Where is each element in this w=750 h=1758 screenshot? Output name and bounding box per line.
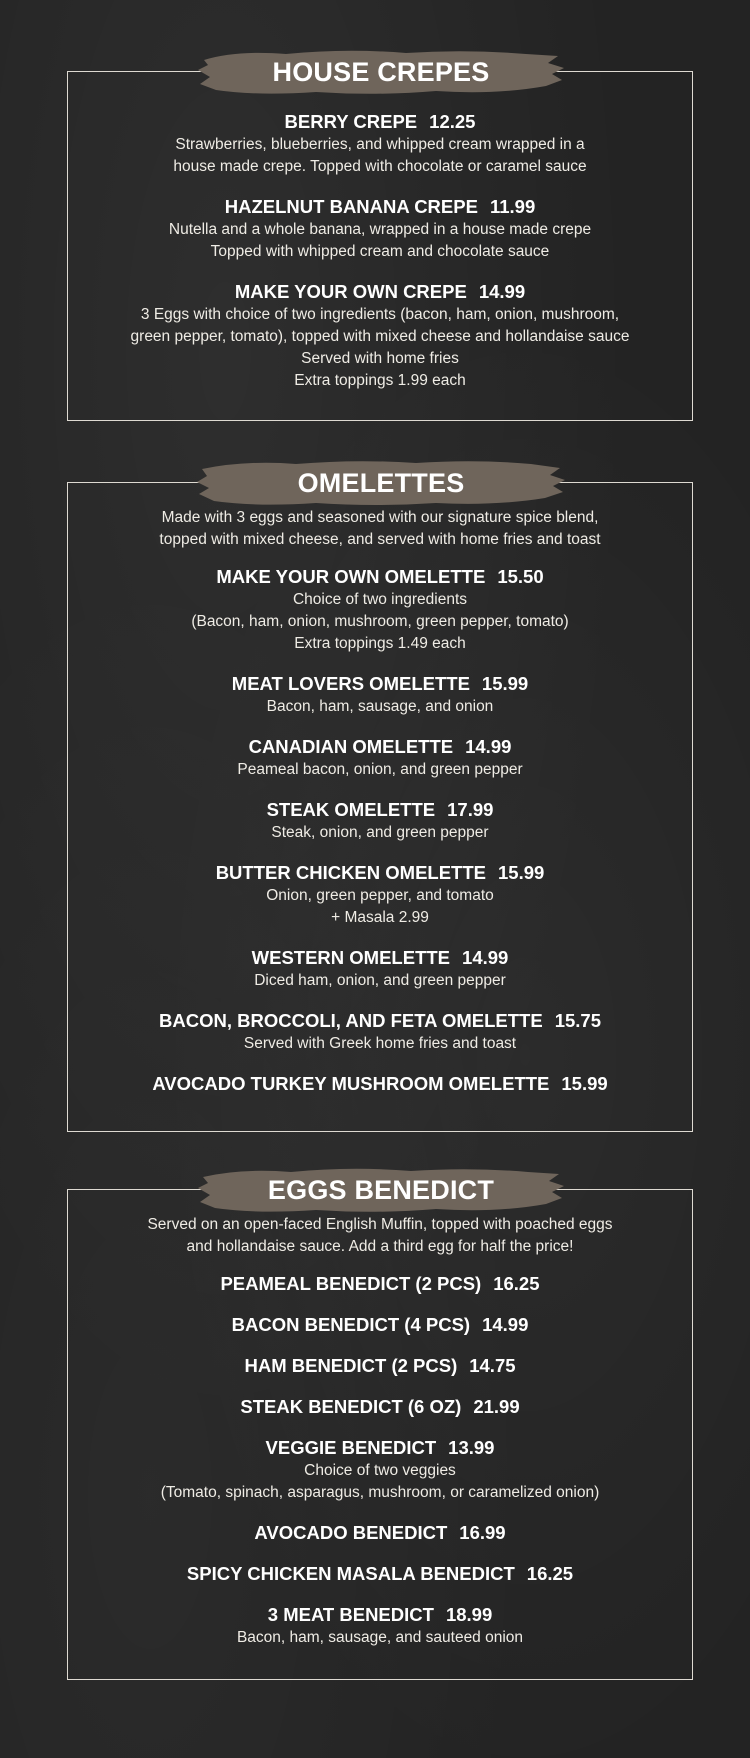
menu-item <box>68 1072 692 1096</box>
items-list <box>68 110 692 392</box>
menu-item-name: BACON BENEDICT (4 PCS) <box>231 1314 471 1335</box>
menu-item <box>68 1395 692 1419</box>
menu-item-description: Strawberries, blueberries, and whipped cream wrapped in a <box>175 136 585 153</box>
menu-item-description: Peameal bacon, onion, and green pepper <box>237 761 523 778</box>
menu-item <box>68 946 692 992</box>
section-intro <box>68 1214 692 1258</box>
menu-item-price: 14.99 <box>482 1314 529 1335</box>
menu-item-description: Steak, onion, and green pepper <box>271 824 489 841</box>
menu-item-description: Bacon, ham, sausage, and sauteed onion <box>236 1629 524 1646</box>
menu-item-title <box>68 861 692 885</box>
menu-item-price: 11.99 <box>489 196 536 217</box>
menu-item <box>68 798 692 844</box>
section-banner <box>196 457 566 509</box>
menu-item-name: HAZELNUT BANANA CREPE <box>224 196 478 217</box>
menu-item <box>68 110 692 178</box>
menu-item-price: 16.99 <box>459 1522 506 1543</box>
menu-item <box>68 280 692 392</box>
menu-item-description: (Bacon, ham, onion, mushroom, green pepper, tomato) <box>191 613 569 630</box>
menu-item-name: VEGGIE BENEDICT <box>265 1437 437 1458</box>
menu-item-name: MAKE YOUR OWN OMELETTE <box>216 566 486 587</box>
menu-item-name: BUTTER CHICKEN OMELETTE <box>215 862 486 883</box>
menu-item <box>68 1009 692 1055</box>
menu-item-description: Onion, green pepper, and tomato <box>266 887 494 904</box>
menu-item-title <box>68 280 692 304</box>
menu-item <box>68 861 692 929</box>
menu-item-name: HAM BENEDICT (2 PCS) <box>244 1355 458 1376</box>
menu-item-title <box>68 1354 692 1378</box>
menu-item-title <box>68 195 692 219</box>
menu-item-price: 13.99 <box>448 1437 495 1458</box>
menu-item-name: STEAK OMELETTE <box>266 799 436 820</box>
items-list <box>68 1272 692 1649</box>
section-title: OMELETTES <box>297 467 465 498</box>
menu-item-description: Diced ham, onion, and green pepper <box>254 972 506 989</box>
menu-item-price: 16.25 <box>526 1563 574 1584</box>
menu-item-price: 15.99 <box>561 1073 608 1094</box>
intro-line: Served on an open-faced English Muffin, topped with poached eggs <box>147 1216 613 1233</box>
menu-item-price: 21.99 <box>473 1396 520 1417</box>
menu-item <box>68 1603 692 1649</box>
menu-item-description: Choice of two veggies <box>304 1462 456 1479</box>
menu-item-title <box>68 735 692 759</box>
menu-item <box>68 195 692 263</box>
menu-item-name: WESTERN OMELETTE <box>251 947 451 968</box>
menu-item-title <box>68 1562 692 1586</box>
items-list <box>68 565 692 1096</box>
menu-item-title <box>68 1395 692 1419</box>
section-banner <box>196 46 566 98</box>
menu-item-title <box>68 565 692 589</box>
section-house-crepes <box>67 56 693 421</box>
menu-item-price: 17.99 <box>447 799 494 820</box>
menu-item-price: 12.25 <box>429 111 476 132</box>
section-omelettes <box>67 467 693 1132</box>
menu-item-name: MEAT LOVERS OMELETTE <box>231 673 470 694</box>
intro-line: and hollandaise sauce. Add a third egg for half the price! <box>186 1238 574 1255</box>
menu-item-price: 15.75 <box>554 1010 601 1031</box>
menu-item-price: 14.99 <box>465 736 512 757</box>
menu-item-price: 15.99 <box>498 862 545 883</box>
menu-item-price: 14.99 <box>462 947 509 968</box>
menu-item-price: 16.25 <box>493 1273 540 1294</box>
menu-item-name: STEAK BENEDICT (6 OZ) <box>240 1396 462 1417</box>
menu-item <box>68 1313 692 1337</box>
menu-item-title <box>68 946 692 970</box>
menu-item-description: Bacon, ham, sausage, and onion <box>266 698 494 715</box>
section-title: HOUSE CREPES <box>272 56 490 87</box>
menu-item-description: green pepper, tomato), topped with mixed cheese and hollandaise sauce <box>130 328 630 345</box>
menu-item-title <box>68 798 692 822</box>
intro-line: topped with mixed cheese, and served with home fries and toast <box>159 531 601 548</box>
menu-item-name: 3 MEAT BENEDICT <box>267 1604 434 1625</box>
menu-item-price: 14.75 <box>469 1355 516 1376</box>
menu-item-name: SPICY CHICKEN MASALA BENEDICT <box>186 1563 515 1584</box>
menu-item <box>68 1354 692 1378</box>
menu-item-title <box>68 1436 692 1460</box>
menu-item-title <box>68 1603 692 1627</box>
menu-item-title <box>68 1521 692 1545</box>
menu-item-title <box>68 672 692 696</box>
menu-item-description: Nutella and a whole banana, wrapped in a house made crepe <box>168 221 592 238</box>
menu-item-price: 14.99 <box>478 281 526 302</box>
menu-item <box>68 1436 692 1504</box>
menu-item-description: Extra toppings 1.49 each <box>294 635 466 652</box>
menu-item-name: CANADIAN OMELETTE <box>248 736 454 757</box>
menu-item-description: Extra toppings 1.99 each <box>294 372 466 389</box>
menu-item-description: Served with home fries <box>301 350 459 367</box>
menu-item-description: Topped with whipped cream and chocolate sauce <box>210 243 550 260</box>
menu-item-name: MAKE YOUR OWN CREPE <box>234 281 467 302</box>
menu-item-title <box>68 1272 692 1296</box>
menu-item-description: (Tomato, spinach, asparagus, mushroom, or caramelized onion) <box>160 1484 600 1501</box>
menu-item-price: 18.99 <box>445 1604 493 1625</box>
section-banner <box>196 1164 566 1216</box>
menu-item-name: BACON, BROCCOLI, AND FETA OMELETTE <box>159 1010 543 1031</box>
intro-line: Made with 3 eggs and seasoned with our signature spice blend, <box>161 509 599 526</box>
menu-item-title <box>68 1313 692 1337</box>
menu-item-name: AVOCADO TURKEY MUSHROOM OMELETTE <box>152 1073 550 1094</box>
menu-item-name: AVOCADO BENEDICT <box>254 1522 448 1543</box>
menu-item-description: house made crepe. Topped with chocolate or caramel sauce <box>173 158 587 175</box>
menu-item-price: 15.99 <box>481 673 529 694</box>
section-title: EGGS BENEDICT <box>267 1174 495 1205</box>
menu-item-price: 15.50 <box>497 566 544 587</box>
menu-item-name: PEAMEAL BENEDICT (2 PCS) <box>220 1273 482 1294</box>
section-intro <box>68 507 692 551</box>
menu-item-title <box>68 1072 692 1096</box>
menu-item <box>68 672 692 718</box>
menu-item <box>68 735 692 781</box>
menu-item-description: + Masala 2.99 <box>331 909 429 926</box>
menu-item <box>68 1521 692 1545</box>
menu-item <box>68 565 692 655</box>
section-eggs-benedict <box>67 1174 693 1680</box>
menu-item-name: BERRY CREPE <box>284 111 418 132</box>
menu-item-description: 3 Eggs with choice of two ingredients (bacon, ham, onion, mushroom, <box>140 306 620 323</box>
menu-item <box>68 1562 692 1586</box>
menu-item <box>68 1272 692 1296</box>
menu-item-description: Served with Greek home fries and toast <box>243 1035 517 1052</box>
menu-item-title <box>68 1009 692 1033</box>
menu-item-description: Choice of two ingredients <box>292 591 468 608</box>
menu-item-title <box>68 110 692 134</box>
